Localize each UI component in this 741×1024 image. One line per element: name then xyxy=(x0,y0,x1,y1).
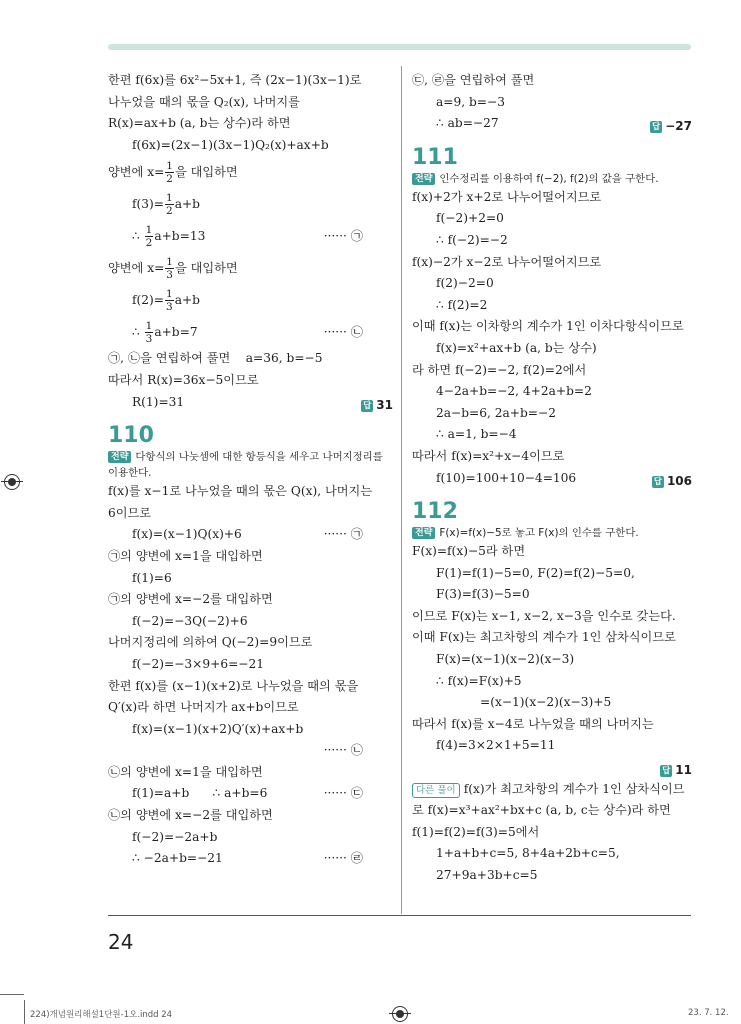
equation-line: f(−2)+2=0 xyxy=(436,211,504,226)
text-line: 따라서 f(x)를 x−4로 나누었을 때의 나머지는 xyxy=(412,716,654,731)
text-segment: ∴ xyxy=(132,325,144,340)
equation-line: f(x)=(x−1)(x+2)Q′(x)+ax+b xyxy=(132,721,304,736)
text-line: ㉠의 양변에 x=1을 대입하면 xyxy=(108,548,263,563)
text-line: ㉠, ㉡을 연립하여 풀면 a=36, b=−5 xyxy=(108,351,323,366)
equation-line: 1+a+b+c=5, 8+4a+2b+c=5, xyxy=(436,846,620,861)
registration-mark-icon xyxy=(4,474,20,490)
problem-number: 111 xyxy=(412,144,458,170)
equation-marker: ······ ㉣ xyxy=(323,851,363,866)
text-segment: f(10)=100+10−4=106 xyxy=(436,470,577,485)
text-line: 라 하면 f(−2)=−2, f(2)=2에서 xyxy=(412,362,587,377)
equation-line: ∴ a=1, b=−4 xyxy=(436,427,517,442)
equation-line xyxy=(412,113,692,135)
equation-line: 27+9a+3b+c=5 xyxy=(436,868,538,882)
equation-marker: ······ ㉢ xyxy=(323,786,363,801)
text-line xyxy=(108,156,393,188)
equation-line xyxy=(108,392,393,414)
text-line: 따라서 R(x)=36x−5이므로 xyxy=(108,372,259,387)
text-segment: a+b xyxy=(174,293,200,308)
equation-line xyxy=(108,188,393,220)
slug-date: 23. 7. 12. xyxy=(688,1008,729,1018)
equation-line: f(−2)=−2a+b xyxy=(132,829,218,844)
fraction-numerator: 1 xyxy=(145,224,153,237)
answer-value: 106 xyxy=(666,473,692,488)
equation-line: =(x−1)(x−2)(x−3)+5 xyxy=(480,695,612,710)
text-line: ㉡의 양변에 x=−2를 대입하면 xyxy=(108,808,273,823)
text-line: 로 f(x)=x³+ax²+bx+c (a, b, c는 상수)라 하면 xyxy=(412,803,671,818)
equation-line: 2a−b=6, 2a+b=−2 xyxy=(436,405,556,420)
text-line: 6이므로 xyxy=(108,505,152,520)
strategy-tag: 전략 xyxy=(108,451,131,463)
left-column xyxy=(108,70,393,870)
text-line: Q′(x)라 하면 나머지가 ax+b이므로 xyxy=(108,700,299,715)
equation-line xyxy=(108,848,393,870)
fraction xyxy=(165,192,174,217)
text-segment: f(3)= xyxy=(132,197,164,212)
equation-line xyxy=(108,783,393,805)
text-line: 이므로 F(x)는 x−1, x−2, x−3을 인수로 갖는다. xyxy=(412,608,676,623)
equation-marker: ······ ㉠ xyxy=(323,229,363,244)
alt-solution-tag: 다른 풀이 xyxy=(412,783,460,798)
equation-line xyxy=(108,524,393,546)
answer-label: 답 xyxy=(652,122,661,133)
answer-label: 답 xyxy=(363,400,372,411)
fraction xyxy=(165,160,174,185)
text-line: f(x)를 x−1로 나누었을 때의 몫은 Q(x), 나머지는 xyxy=(108,484,373,499)
text-line: f(x)−2가 x−2로 나누어떨어지므로 xyxy=(412,254,602,269)
page-number: 24 xyxy=(108,930,134,954)
equation-line xyxy=(108,284,393,316)
equation-line xyxy=(108,220,393,252)
text-line: 나머지정리에 의하여 Q(−2)=9이므로 xyxy=(108,635,313,650)
text-segment: 을 대입하면 xyxy=(174,165,238,180)
equation-line: F(3)=f(3)−5=0 xyxy=(436,587,530,602)
strategy-note xyxy=(412,171,692,187)
column-divider xyxy=(401,66,402,914)
fraction xyxy=(145,320,154,345)
text-line: f(x)+2가 x+2로 나누어떨어지므로 xyxy=(412,189,602,204)
equation-line: f(x)=x²+ax+b (a, b는 상수) xyxy=(436,340,597,355)
answer-line xyxy=(412,757,692,779)
text-segment: R(1)=31 xyxy=(132,394,185,409)
text-line: ㉢, ㉣을 연립하여 풀면 xyxy=(412,73,535,87)
text-line: ㉡의 양변에 x=1을 대입하면 xyxy=(108,764,263,779)
answer-value: 31 xyxy=(376,397,393,412)
answer-badge xyxy=(361,395,393,417)
equation-line: f(1)=6 xyxy=(132,570,172,585)
strategy-note xyxy=(108,449,393,481)
text-segment: a+b xyxy=(174,197,200,212)
text-line: 따라서 f(x)=x²+x−4이므로 xyxy=(412,448,565,463)
text-line: 한편 f(x)를 (x−1)(x+2)로 나누었을 때의 몫을 xyxy=(108,678,359,693)
answer-value: −27 xyxy=(665,119,692,134)
equation-marker: ······ ㉠ xyxy=(323,527,363,542)
fraction-numerator: 1 xyxy=(166,160,173,173)
trim-mark xyxy=(24,1000,25,1024)
equation-marker: ······ ㉡ xyxy=(323,325,363,340)
text-segment: 양변에 x= xyxy=(108,165,165,180)
equation-line: ∴ f(−2)=−2 xyxy=(436,232,508,247)
answer-badge xyxy=(650,116,692,138)
equation-line: F(1)=f(1)−5=0, F(2)=f(2)−5=0, xyxy=(436,565,635,580)
equation-line: ∴ f(2)=2 xyxy=(436,297,488,312)
footer-rule xyxy=(108,915,691,916)
equation-line: f(2)−2=0 xyxy=(436,276,494,291)
fraction-numerator: 1 xyxy=(166,288,173,301)
strategy-tag: 전략 xyxy=(412,173,435,185)
fraction-denominator: 2 xyxy=(166,205,173,218)
fraction-denominator: 2 xyxy=(145,237,153,250)
strategy-text: 다항식의 나눗셈에 대한 항등식을 세우고 나머지정리를 이용한다. xyxy=(108,451,383,480)
strategy-tag: 전략 xyxy=(412,527,435,539)
equation-line: f(−2)=−3×9+6=−21 xyxy=(132,656,265,671)
text-line: 한편 f(6x)를 6x²−5x+1, 즉 (2x−1)(3x−1)로 xyxy=(108,73,362,87)
equation-line: f(6x)=(2x−1)(3x−1)Q₂(x)+ax+b xyxy=(132,137,329,152)
marker-line xyxy=(108,740,393,762)
equation-line xyxy=(412,468,692,490)
fraction-numerator: 1 xyxy=(166,192,173,205)
text-line: ㉠의 양변에 x=−2를 대입하면 xyxy=(108,592,273,607)
text-line: 나누었을 때의 몫을 Q₂(x), 나머지를 xyxy=(108,94,300,109)
equation-line xyxy=(108,316,393,348)
fraction-numerator: 1 xyxy=(166,256,173,269)
registration-mark-icon xyxy=(392,1006,408,1022)
text-line: F(x)=f(x)−5라 하면 xyxy=(412,544,526,559)
answer-value: 11 xyxy=(675,763,692,778)
text-segment: ∴ −2a+b=−21 xyxy=(132,851,223,866)
text-segment: a+b=13 xyxy=(154,229,206,244)
equation-line: f(4)=3×2×1+5=11 xyxy=(436,738,556,753)
text-line: f(1)=f(2)=f(3)=5에서 xyxy=(412,824,540,839)
trim-mark xyxy=(0,994,24,995)
equation-line: F(x)=(x−1)(x−2)(x−3) xyxy=(436,652,575,667)
text-segment: 양변에 x= xyxy=(108,261,165,276)
text-line xyxy=(108,252,393,284)
text-segment: f(x)가 최고차항의 계수가 1인 삼차식이므 xyxy=(463,781,685,796)
fraction-denominator: 3 xyxy=(166,269,173,282)
text-segment: 을 대입하면 xyxy=(174,261,238,276)
equation-marker: ······ ㉡ xyxy=(323,743,363,758)
right-column xyxy=(412,70,692,887)
fraction-denominator: 3 xyxy=(145,333,153,346)
equation-line: ∴ f(x)=F(x)+5 xyxy=(436,673,522,688)
equation-line: 4−2a+b=−2, 4+2a+b=2 xyxy=(436,384,592,399)
text-segment: ∴ xyxy=(132,229,144,244)
fraction xyxy=(165,256,174,281)
text-segment: a+b=7 xyxy=(154,325,198,340)
problem-number: 112 xyxy=(412,499,458,525)
answer-label: 답 xyxy=(662,766,671,777)
fraction-denominator: 2 xyxy=(166,173,173,186)
text-line: 이때 F(x)는 최고차항의 계수가 1인 삼차식이므로 xyxy=(412,630,676,645)
fraction xyxy=(145,224,154,249)
text-segment: f(2)= xyxy=(132,293,164,308)
strategy-text: 인수정리를 이용하여 f(−2), f(2)의 값을 구한다. xyxy=(439,172,659,185)
fraction-numerator: 1 xyxy=(145,320,153,333)
strategy-note xyxy=(412,525,692,541)
text-line: 이때 f(x)는 이차항의 계수가 1인 이차다항식이므로 xyxy=(412,319,684,334)
answer-label: 답 xyxy=(653,476,662,487)
text-line xyxy=(412,779,692,801)
equation-line: f(−2)=−3Q(−2)+6 xyxy=(132,613,248,628)
text-line: R(x)=ax+b (a, b는 상수)라 하면 xyxy=(108,116,291,131)
text-segment: ∴ ab=−27 xyxy=(436,116,499,131)
equation-line: a=9, b=−3 xyxy=(436,94,505,109)
strategy-text: F(x)=f(x)−5로 놓고 F(x)의 인수를 구한다. xyxy=(439,527,639,540)
problem-number: 110 xyxy=(108,423,154,449)
text-segment: f(x)=(x−1)Q(x)+6 xyxy=(132,527,242,542)
slug-filename: 224)개념원리해설1단원-1오.indd 24 xyxy=(30,1010,173,1020)
fraction-denominator: 3 xyxy=(166,301,173,314)
header-rule xyxy=(108,44,691,50)
fraction xyxy=(165,288,174,313)
answer-badge xyxy=(652,471,692,493)
text-segment: f(1)=a+b ∴ a+b=6 xyxy=(132,786,268,801)
